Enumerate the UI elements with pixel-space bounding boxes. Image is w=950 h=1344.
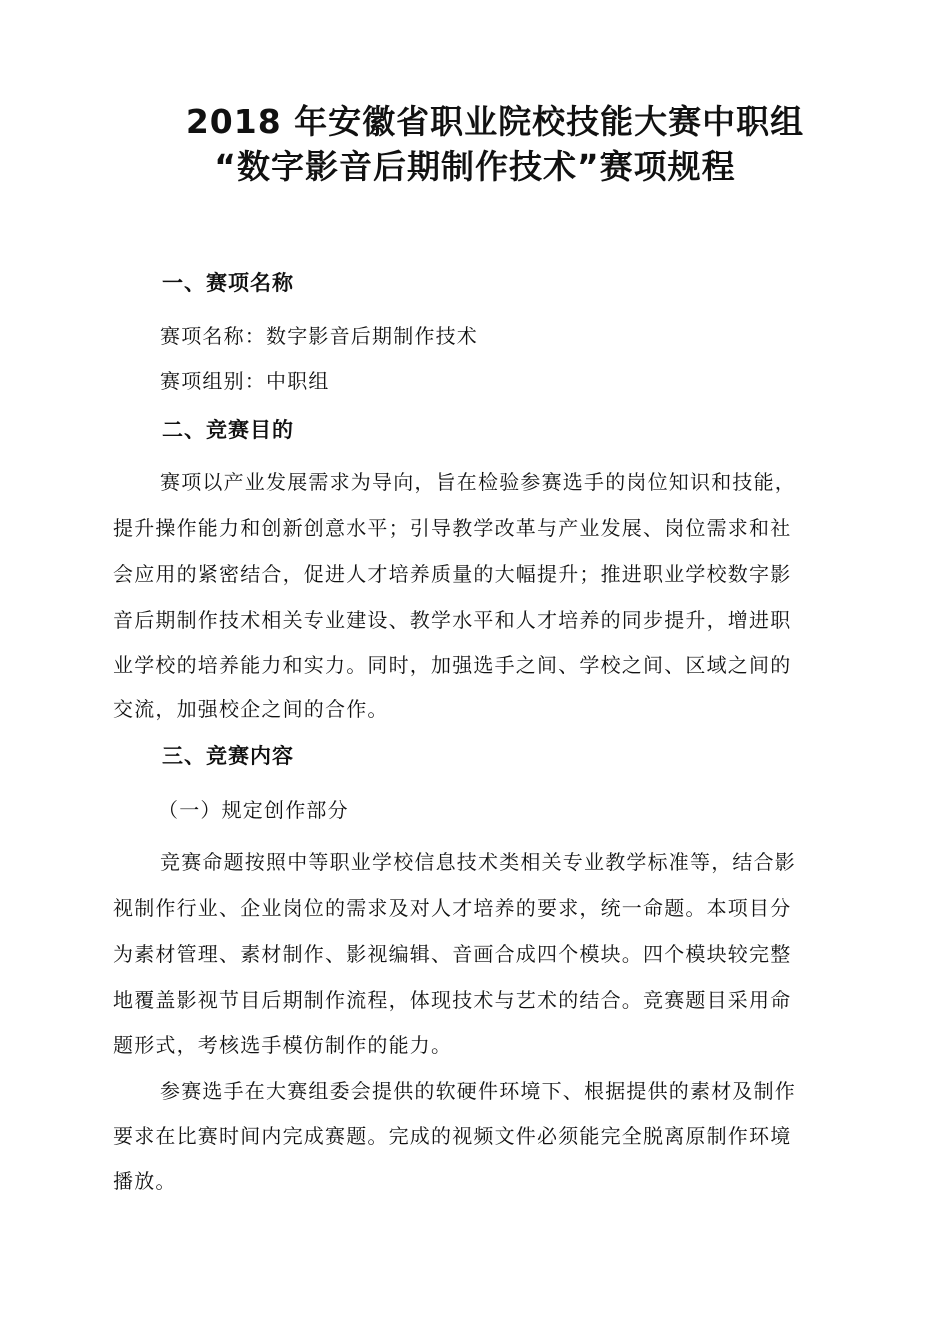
document-title-line-1: 2018 年安徽省职业院校技能大赛中职组: [185, 102, 805, 141]
section-2-line-6: 交流，加强校企之间的合作。: [113, 697, 389, 721]
section-2-line-3: 会应用的紧密结合，促进人才培养质量的大幅提升；推进职业学校数字影: [113, 562, 792, 586]
section-2-line-2: 提升操作能力和创新创意水平；引导教学改革与产业发展、岗位需求和社: [113, 516, 792, 540]
section-2-heading: 二、竞赛目的: [162, 418, 294, 442]
competition-name-line: 赛项名称：数字影音后期制作技术: [160, 324, 478, 348]
section-3-para-2-line-2: 要求在比赛时间内完成赛题。完成的视频文件必须能完全脱离原制作环境: [113, 1124, 792, 1148]
section-2-line-5: 业学校的培养能力和实力。同时，加强选手之间、学校之间、区域之间的: [113, 653, 792, 677]
section-3-para-1-line-1: 竞赛命题按照中等职业学校信息技术类相关专业教学标准等，结合影: [160, 850, 796, 874]
section-3-para-1-line-5: 题形式，考核选手模仿制作的能力。: [113, 1033, 453, 1057]
section-2-line-1: 赛项以产业发展需求为导向，旨在检验参赛选手的岗位知识和技能，: [160, 470, 796, 494]
section-3-para-2-line-3: 播放。: [113, 1169, 177, 1193]
section-3-subheading: （一）规定创作部分: [158, 798, 349, 822]
section-2-line-4: 音后期制作技术相关专业建设、教学水平和人才培养的同步提升，增进职: [113, 608, 792, 632]
section-3-para-2-line-1: 参赛选手在大赛组委会提供的软硬件环境下、根据提供的素材及制作: [160, 1079, 796, 1103]
section-3-para-1-line-3: 为素材管理、素材制作、影视编辑、音画合成四个模块。四个模块较完整: [113, 942, 792, 966]
section-3-para-1-line-2: 视制作行业、企业岗位的需求及对人才培养的要求，统一命题。本项目分: [113, 896, 792, 920]
section-1-heading: 一、赛项名称: [162, 271, 294, 295]
section-3-para-1-line-4: 地覆盖影视节目后期制作流程，体现技术与艺术的结合。竞赛题目采用命: [113, 988, 792, 1012]
document-title-line-2: “数字影音后期制作技术”赛项规程: [214, 147, 736, 186]
section-3-heading: 三、竞赛内容: [162, 744, 294, 768]
competition-group-line: 赛项组别：中职组: [160, 369, 330, 393]
